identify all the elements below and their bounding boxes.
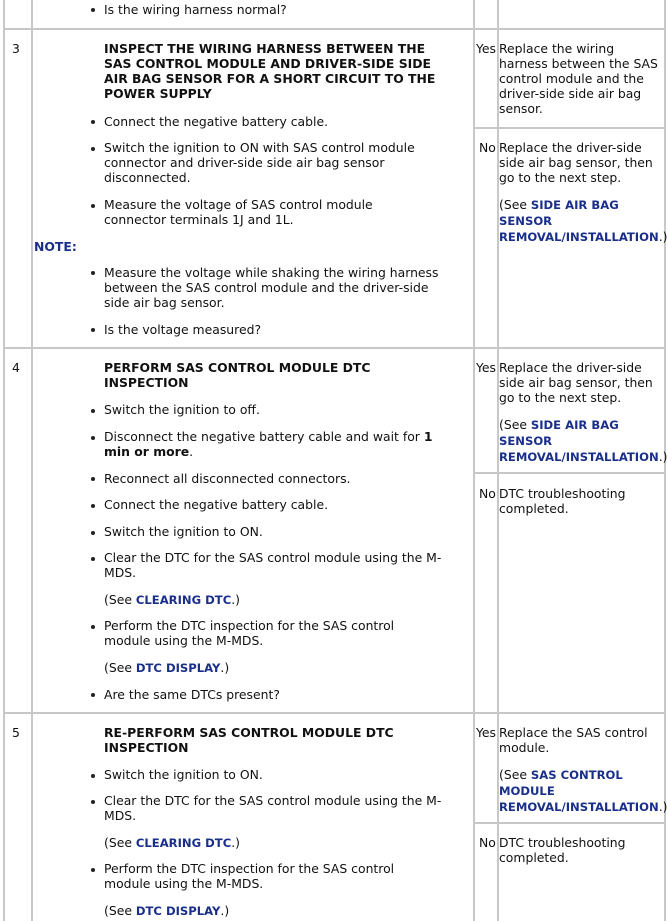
procedure-item: Connect the negative battery cable.: [104, 114, 329, 129]
procedure-item: Is the wiring harness normal?: [104, 2, 287, 17]
result-action: Replace the SAS control module.: [499, 725, 648, 755]
result-action: Replace the driver-side side air bag sensor, then go to the next step.: [499, 140, 653, 185]
procedure-item: Switch the ignition to ON with SAS control module connector and driver-side side air bag sensor disconnected.: [104, 140, 415, 185]
procedure-item: Reconnect all disconnected connectors.: [104, 471, 351, 486]
procedure-item: Clear the DTC for the SAS control module using the M-MDS.: [104, 793, 442, 823]
procedure-item: Switch the ignition to ON.: [104, 767, 263, 782]
see-reference: (See CLEARING DTC.): [104, 835, 240, 850]
bullet: [91, 504, 95, 508]
step-heading: INSPECT THE WIRING HARNESS BETWEEN THE SAS CONTROL MODULE AND DRIVER-SIDE SIDE AIR BAG SENSOR FOR A SHORT CIRCUIT TO THE POWER SUPPLY: [104, 41, 436, 101]
result-answer: Yes: [476, 725, 497, 740]
bullet: [91, 120, 95, 124]
result-answer: Yes: [476, 41, 497, 56]
procedure-item: Are the same DTCs present?: [104, 687, 280, 702]
step-number: 4: [12, 360, 20, 375]
step-number: 5: [12, 725, 20, 740]
row-divider: [3, 712, 666, 714]
result-action: DTC troubleshooting completed.: [499, 486, 626, 516]
step-number: 3: [12, 41, 20, 56]
result-divider: [473, 822, 666, 824]
procedure-item: Switch the ignition to off.: [104, 402, 260, 417]
note-label: NOTE:: [34, 239, 77, 254]
procedure-item: Measure the voltage of SAS control module connector terminals 1J and 1L.: [104, 197, 373, 227]
column-divider-procedure: [473, 0, 475, 921]
see-reference: (See SIDE AIR BAG SENSOR REMOVAL/INSTALLATION.): [499, 417, 668, 464]
bullet: [91, 557, 95, 561]
result-action: Replace the wiring harness between the SAS control module and the driver-side side air bag sensor.: [499, 41, 658, 116]
result-action: DTC troubleshooting completed.: [499, 835, 626, 865]
bullet: [91, 774, 95, 778]
procedure-item: Perform the DTC inspection for the SAS control module using the M-MDS.: [104, 861, 395, 891]
result-divider: [473, 127, 666, 129]
procedure-item: Perform the DTC inspection for the SAS control module using the M-MDS.: [104, 618, 395, 648]
see-reference: (See CLEARING DTC.): [104, 592, 240, 607]
procedure-item: Clear the DTC for the SAS control module using the M-MDS.: [104, 550, 442, 580]
section-link[interactable]: SAS CONTROL MODULE REMOVAL/INSTALLATION: [499, 768, 659, 814]
bullet: [91, 204, 95, 208]
bullet: [91, 531, 95, 535]
bullet: [91, 436, 95, 440]
bullet: [91, 800, 95, 804]
section-link[interactable]: SIDE AIR BAG SENSOR REMOVAL/INSTALLATION: [499, 198, 659, 244]
procedure-item: Measure the voltage while shaking the wiring harness between the SAS control module and the driver-side side air bag sensor.: [104, 265, 439, 310]
bullet: [91, 693, 95, 697]
result-answer: No: [479, 835, 496, 850]
result-answer: No: [479, 486, 496, 501]
column-divider-step: [31, 0, 33, 921]
procedure-item: Disconnect the negative battery cable and wait for 1 min or more.: [104, 429, 433, 459]
bullet: [91, 868, 95, 872]
section-link[interactable]: SIDE AIR BAG SENSOR REMOVAL/INSTALLATION: [499, 418, 659, 464]
result-answer: No: [479, 140, 496, 155]
see-reference: (See SAS CONTROL MODULE REMOVAL/INSTALLATION.): [499, 767, 668, 814]
procedure-item: Switch the ignition to ON.: [104, 524, 263, 539]
bullet: [91, 271, 95, 275]
section-link[interactable]: CLEARING DTC: [135, 593, 232, 607]
step-heading: PERFORM SAS CONTROL MODULE DTC INSPECTION: [104, 360, 371, 390]
bullet: [91, 477, 95, 481]
bullet: [91, 625, 95, 629]
section-link[interactable]: CLEARING DTC: [135, 836, 232, 850]
see-reference: (See DTC DISPLAY.): [104, 903, 230, 918]
step-heading: RE-PERFORM SAS CONTROL MODULE DTC INSPECTION: [104, 725, 394, 755]
bullet: [91, 8, 95, 12]
see-reference: (See SIDE AIR BAG SENSOR REMOVAL/INSTALLATION.): [499, 197, 668, 244]
see-reference: (See DTC DISPLAY.): [104, 660, 230, 675]
row-divider: [3, 347, 666, 349]
bullet: [91, 328, 95, 332]
bullet: [91, 147, 95, 151]
row-divider: [3, 28, 666, 30]
section-link[interactable]: DTC DISPLAY: [135, 904, 221, 918]
table-border-left: [3, 0, 5, 921]
bullet: [91, 409, 95, 413]
result-answer: Yes: [476, 360, 497, 375]
procedure-item: Is the voltage measured?: [104, 322, 262, 337]
section-link[interactable]: DTC DISPLAY: [135, 661, 221, 675]
procedure-item: Connect the negative battery cable.: [104, 497, 329, 512]
result-divider: [473, 472, 666, 474]
result-action: Replace the driver-side side air bag sensor, then go to the next step.: [499, 360, 653, 405]
